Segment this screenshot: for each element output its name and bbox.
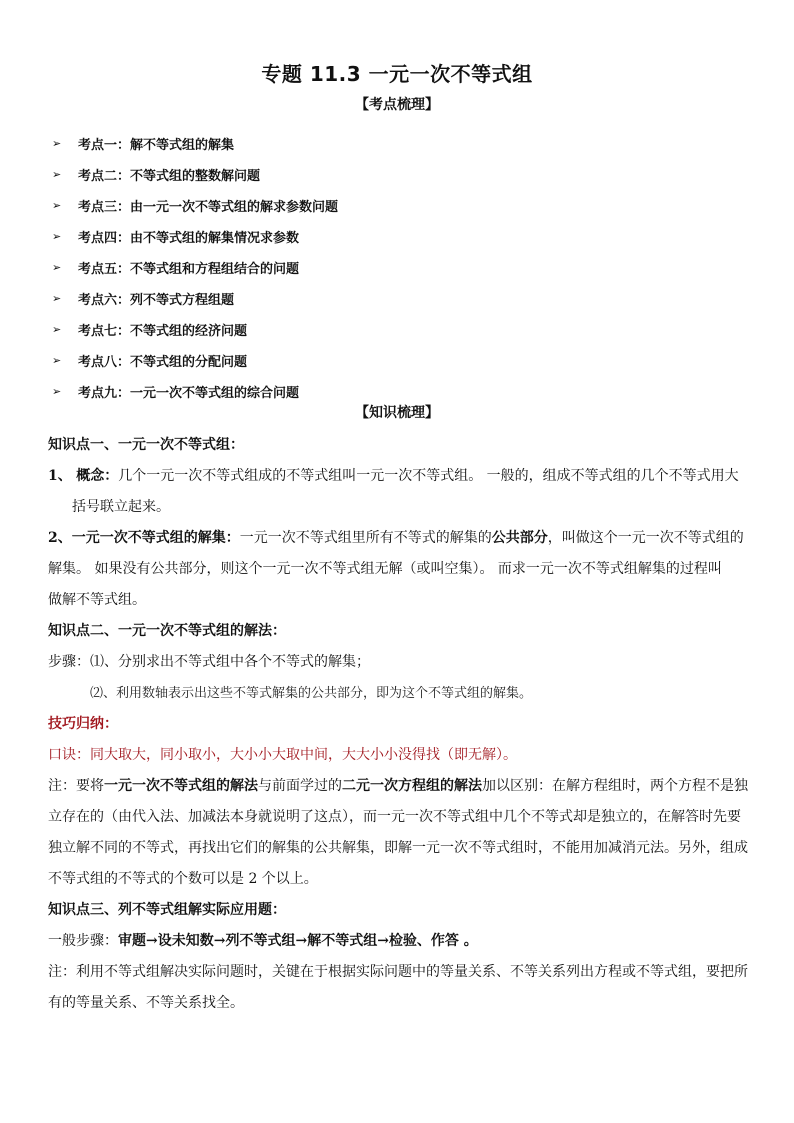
list-item: ➢ 考点四：由不等式组的解集情况求参数 — [52, 230, 300, 246]
method-step-2: ⑵、利用数轴表示出这些不等式解集的公共部分，即为这个不等式组的解集。 — [90, 686, 533, 701]
knowledge-point-3-heading: 知识点三、列不等式组解实际应用题： — [48, 902, 286, 918]
list-item: ➢ 考点八：不等式组的分配问题 — [52, 354, 248, 370]
arrow-bullet-icon: ➢ — [52, 354, 62, 367]
knowledge-content — [48, 430, 750, 1019]
arrow-bullet-icon: ➢ — [52, 168, 62, 181]
concept-paragraph-cont: 括号联立起来。 — [72, 499, 170, 515]
list-item: ➢ 考点七：不等式组的经济问题 — [52, 323, 248, 339]
list-item: ➢ 考点六：列不等式方程组题 — [52, 292, 235, 308]
section-heading-kaodian: 【考点梳理】 — [355, 97, 439, 113]
mnemonic-text: 口诀：同大取大，同小取小，大小小大取中间，大大小小没得找（即无解）。 — [48, 747, 517, 763]
method-step-1: 步骤：⑴、分别求出不等式组中各个不等式的解集； — [48, 654, 370, 670]
general-steps: 一般步骤：审题→设未知数→列不等式组→解不等式组→检验、作答 。 — [48, 933, 478, 949]
solution-set-paragraph-end: 做解不等式组。 — [48, 592, 146, 608]
list-item: ➢ 考点五：不等式组和方程组结合的问题 — [52, 261, 300, 277]
tips-heading: 技巧归纳： — [48, 716, 118, 732]
arrow-bullet-icon: ➢ — [52, 385, 62, 398]
method-note: 注：要将一元一次不等式组的解法与前面学过的二元一次方程组的解法加以区别：在解方程组时，两个方程不是独 — [48, 778, 748, 794]
concept-paragraph: 1、 概念：几个一元一次不等式组成的不等式组叫一元一次不等式组。 一般的，组成不等式组的几个不等式用大 — [48, 468, 739, 484]
page-title: 专题 11.3 一元一次不等式组 — [261, 62, 533, 86]
section-heading-zhishi: 【知识梳理】 — [355, 405, 439, 421]
method-note-cont: 独立解不同的不等式，再找出它们的解集的公共解集，即解一元一次不等式组时，不能用加减消元法。另外，组成 — [48, 840, 748, 856]
arrow-bullet-icon: ➢ — [52, 199, 62, 212]
method-note-end: 不等式组的不等式的个数可以是 2 个以上。 — [48, 871, 318, 887]
application-note-end: 有的等量关系、不等关系找全。 — [48, 995, 244, 1011]
solution-set-paragraph: 2、一元一次不等式组的解集：一元一次不等式组里所有不等式的解集的公共部分，叫做这个一元一次不等式组的 — [48, 530, 744, 546]
list-item: ➢ 考点三：由一元一次不等式组的解求参数问题 — [52, 199, 339, 215]
knowledge-point-1-heading: 知识点一、一元一次不等式组： — [48, 437, 244, 453]
list-item: ➢ 考点九：一元一次不等式组的综合问题 — [52, 385, 300, 401]
application-note: 注：利用不等式组解决实际问题时，关键在于根据实际问题中的等量关系、不等关系列出方程或不等式组，要把所 — [48, 964, 748, 980]
arrow-bullet-icon: ➢ — [52, 323, 62, 336]
arrow-bullet-icon: ➢ — [52, 137, 62, 150]
list-item: ➢ 考点一：解不等式组的解集 — [52, 137, 235, 153]
knowledge-point-2-heading: 知识点二、一元一次不等式组的解法： — [48, 623, 286, 639]
solution-set-paragraph-cont: 解集。 如果没有公共部分，则这个一元一次不等式组无解（或叫空集）。 而求一元一次不等式组解集的过程叫 — [48, 561, 722, 577]
list-item: ➢ 考点二：不等式组的整数解问题 — [52, 168, 261, 184]
method-note-cont: 立存在的（由代入法、加减法本身就说明了这点），而一元一次不等式组中几个不等式却是独立的，在解答时先要 — [48, 809, 741, 825]
arrow-bullet-icon: ➢ — [52, 261, 62, 274]
arrow-bullet-icon: ➢ — [52, 292, 62, 305]
kaodian-list — [52, 128, 752, 407]
arrow-bullet-icon: ➢ — [52, 230, 62, 243]
